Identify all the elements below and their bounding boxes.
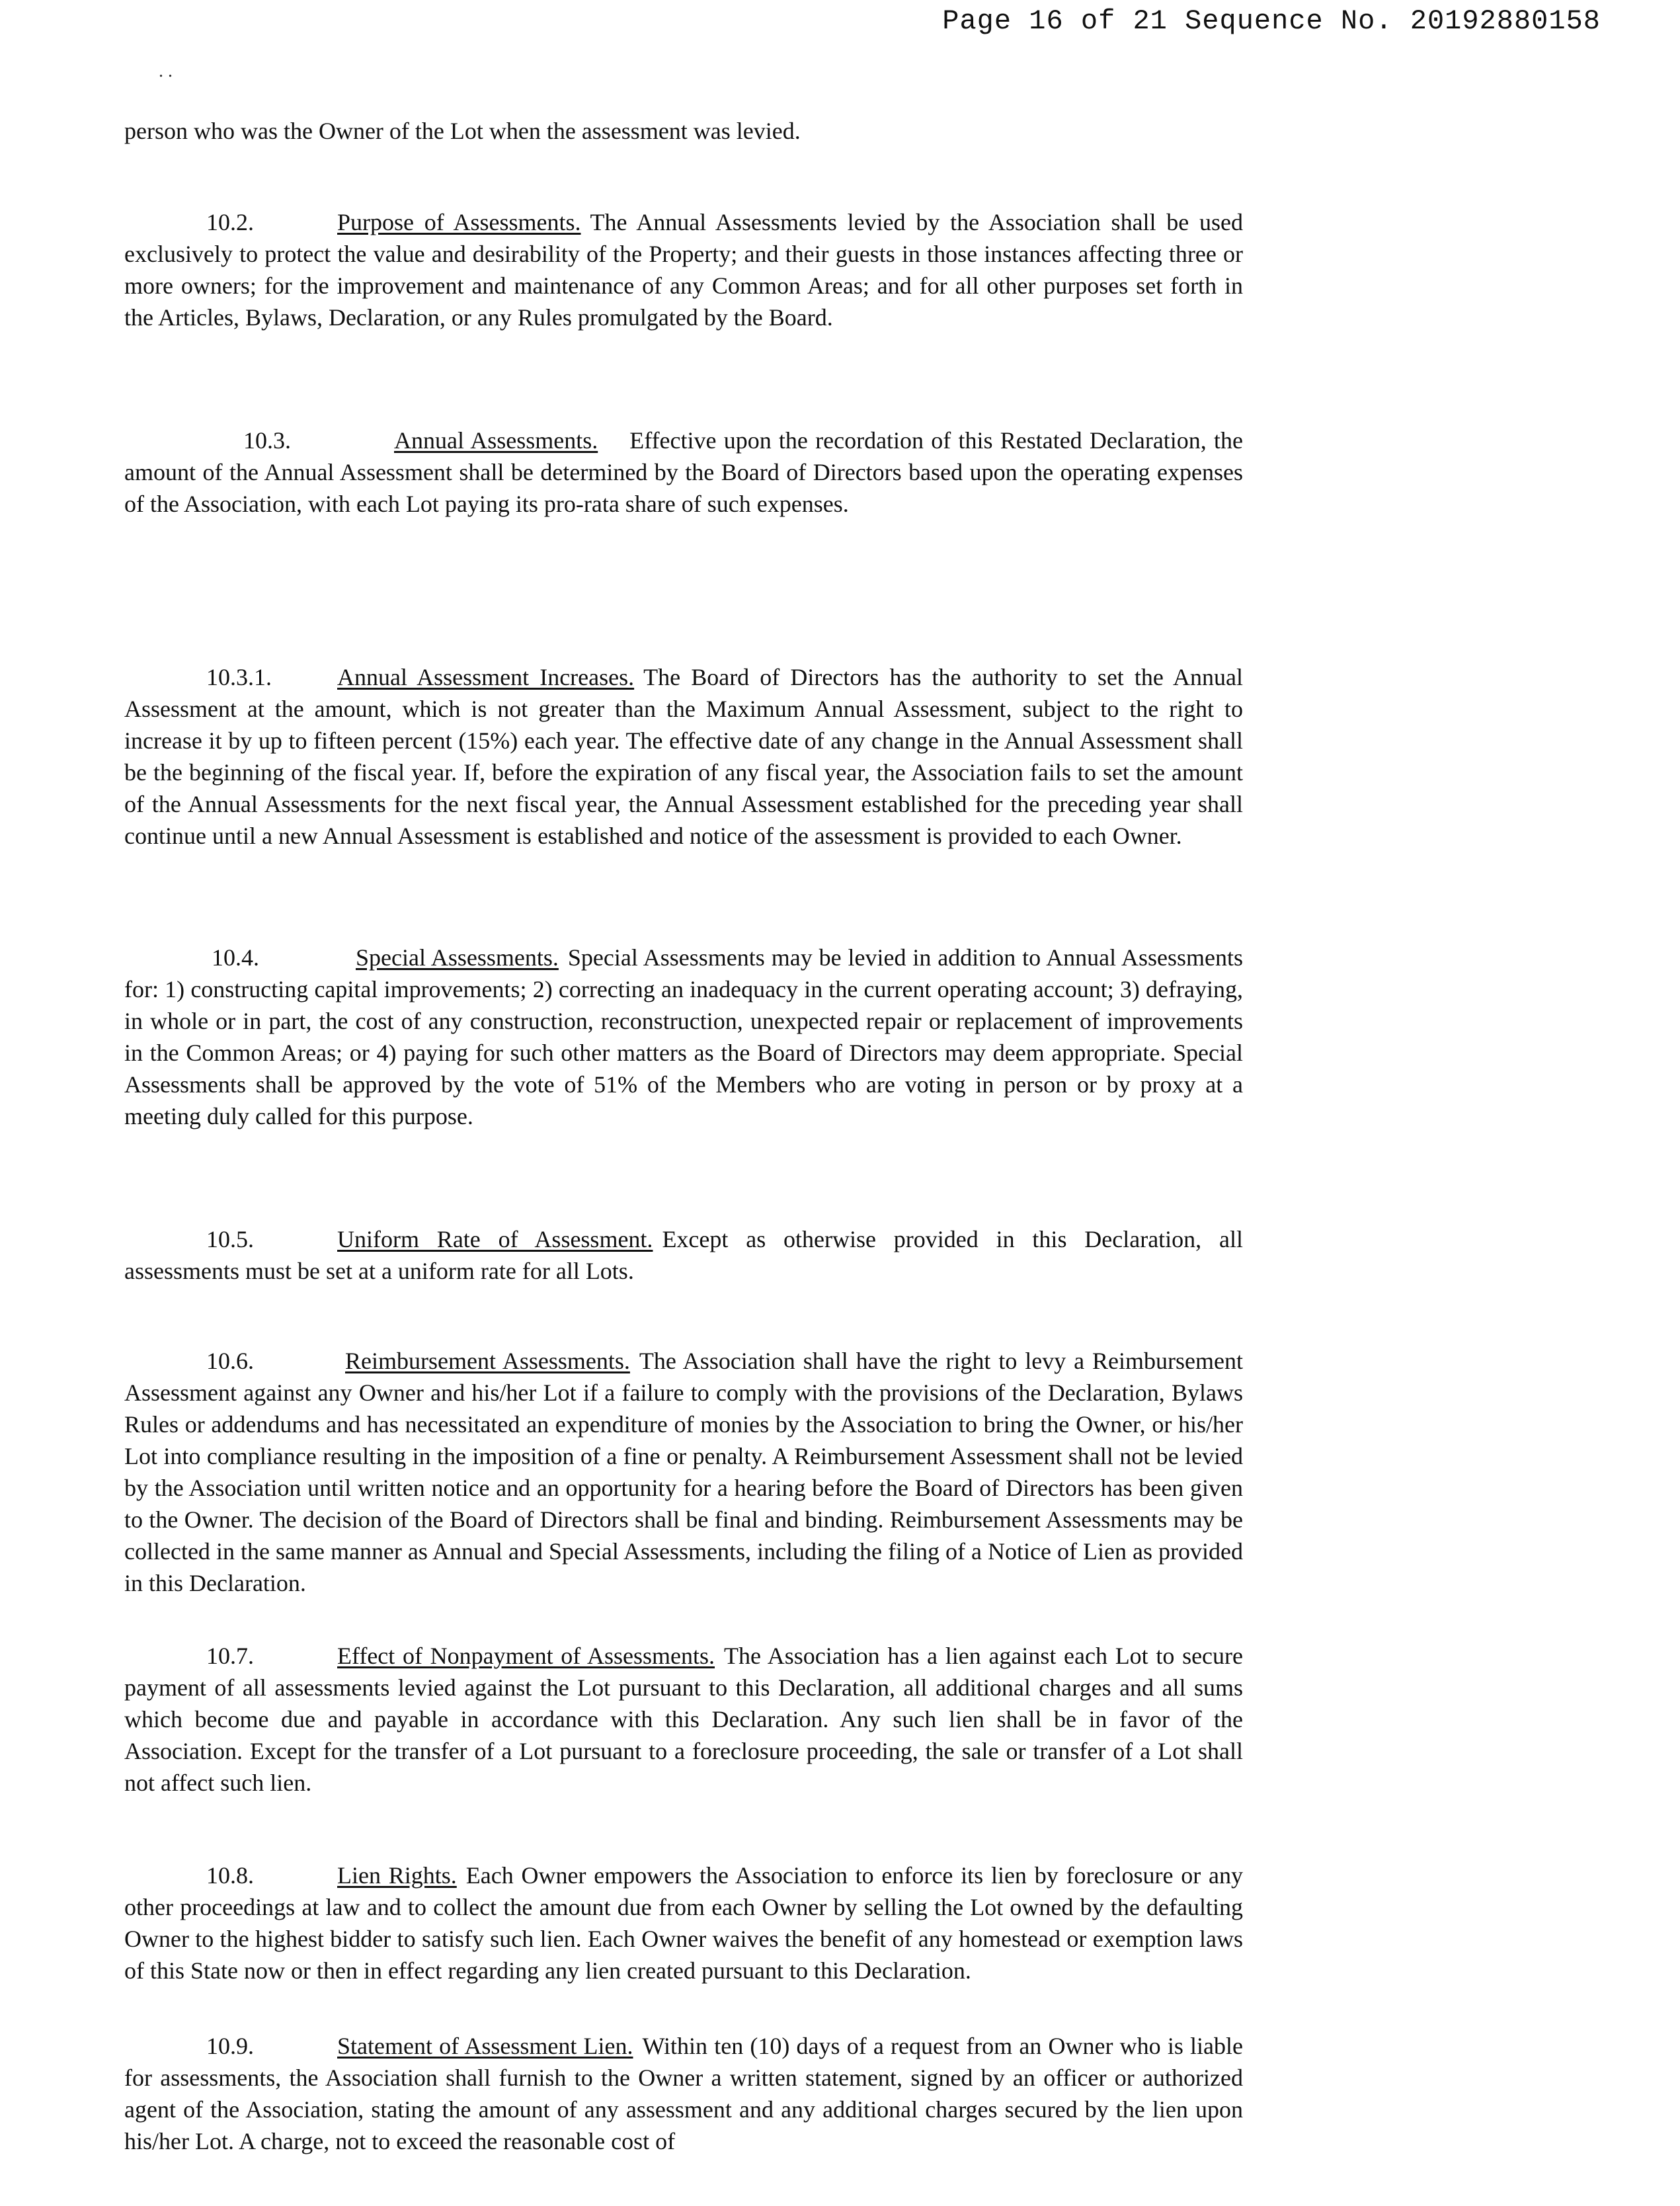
section-10-8 xyxy=(124,1859,1243,1986)
section-heading: Uniform Rate of Assessment. xyxy=(337,1226,653,1252)
section-10-6 xyxy=(124,1345,1243,1599)
section-heading: Annual Assessments. xyxy=(394,427,598,454)
page-sequence-header: Page 16 of 21 Sequence No. 20192880158 xyxy=(942,5,1601,37)
section-body: The Association has a lien against each Lot to secure payment of all assessments levied against the Lot pursuant to this Declaration, all additional charges and all sums which become due and payable in accordance with this Declaration. Any such lien shall be in favor of the Association. Except for the transfer of a Lot pursuant to a foreclosure proceeding, the sale or transfer of a Lot shall not affect such lien. xyxy=(124,1643,1244,1796)
section-number: 10.3. xyxy=(243,427,291,454)
section-body: Special Assessments may be levied in addition to Annual Assessments for: 1) constructing capital improvements; 2) correcting an inadequacy in the current operating account; 3) defraying, in whole or in part, the cost of any construction, reconstruction, unexpected repair or replacement of improvements in the Common Areas; or 4) paying for such other matters as the Board of Directors may deem appropriate. Special Assessments shall be approved by the vote of 51% of the Members who are voting in person or by proxy at a meeting duly called for this purpose. xyxy=(124,944,1244,1129)
section-number: 10.7. xyxy=(206,1643,254,1669)
section-body: Within ten (10) days of a request from an Owner who is liable for assessments, the Association shall furnish to the Owner a written statement, signed by an officer or authorized agent of the Association, stating the amount of any assessment and any additional charges secured by the lien upon his/her Lot. A charge, not to exceed the reasonable cost of xyxy=(124,2033,1244,2154)
section-10-9 xyxy=(124,2030,1243,2157)
section-body: The Annual Assessments levied by the Association shall be used exclusively to protect the value and desirability of the Property; and their guests in those instances affecting three or more owners; for the improvement and maintenance of any Common Areas; and for all other purposes set forth in the Articles, Bylaws, Declaration, or any Rules promulgated by the Board. xyxy=(124,209,1243,331)
section-heading: Annual Assessment Increases. xyxy=(337,664,635,690)
section-heading: Statement of Assessment Lien. xyxy=(337,2033,633,2059)
section-body: Except as otherwise provided in this Declaration, all assessments must be set at a uniform rate for all Lots. xyxy=(124,1226,1243,1284)
section-10-3 xyxy=(124,425,1243,520)
intro-paragraph: person who was the Owner of the Lot when the assessment was levied. xyxy=(124,118,801,144)
section-heading: Lien Rights. xyxy=(337,1862,457,1889)
section-heading: Effect of Nonpayment of Assessments. xyxy=(337,1643,715,1669)
section-number: 10.4. xyxy=(212,944,259,971)
section-body: The Association shall have the right to levy a Reimbursement Assessment against any Owner and his/her Lot if a failure to comply with the provisions of the Declaration, Bylaws Rules or addendums and has necessitated an expenditure of monies by the Association to bring the Owner, or his/her Lot into compliance resulting in the imposition of a fine or penalty. A Reimbursement Assessment shall not be levied by the Association until written notice and an opportunity for a hearing before the Board of Directors has been given to the Owner. The decision of the Board of Directors shall be final and binding. Reimbursement Assessments may be collected in the same manner as Annual and Special Assessments, including the filing of a Notice of Lien as provided in this Declaration. xyxy=(124,1348,1243,1596)
section-10-7 xyxy=(124,1640,1243,1799)
section-10-3-1 xyxy=(124,661,1243,852)
section-10-5 xyxy=(124,1223,1243,1287)
section-body: Each Owner empowers the Association to enforce its lien by foreclosure or any other proceedings at law and to collect the amount due from each Owner by selling the Lot owned by the defaulting Owner to the highest bidder to satisfy such lien. Each Owner waives the benefit of any homestead or exemption laws of this State now or then in effect regarding any lien created pursuant to this Declaration. xyxy=(124,1862,1243,1984)
section-number: 10.9. xyxy=(206,2033,254,2059)
section-number: 10.5. xyxy=(206,1226,254,1252)
section-number: 10.6. xyxy=(206,1348,254,1374)
section-10-4 xyxy=(124,942,1243,1132)
section-heading: Special Assessments. xyxy=(356,944,559,971)
section-body: The Board of Directors has the authority to set the Annual Assessment at the amount, which is not greater than the Maximum Annual Assessment, subject to the right to increase it by up to fifteen percent (15%) each year. The effective date of any change in the Annual Assessment shall be the beginning of the fiscal year. If, before the expiration of any fiscal year, the Association fails to set the amount of the Annual Assessments for the next fiscal year, the Annual Assessment established for the preceding year shall continue until a new Annual Assessment is established and notice of the assessment is provided to each Owner. xyxy=(124,664,1243,849)
section-10-2 xyxy=(124,206,1243,333)
scan-specks: . . xyxy=(159,61,173,81)
section-heading: Purpose of Assessments. xyxy=(337,209,581,235)
section-heading: Reimbursement Assessments. xyxy=(345,1348,630,1374)
section-number: 10.2. xyxy=(206,209,254,235)
section-number: 10.3.1. xyxy=(206,664,272,690)
section-body: Effective upon the recordation of this Restated Declaration, the amount of the Annual Assessment shall be determined by the Board of Directors based upon the operating expenses of the Association, with each Lot paying its pro-rata share of such expenses. xyxy=(124,427,1244,517)
section-number: 10.8. xyxy=(206,1862,254,1889)
